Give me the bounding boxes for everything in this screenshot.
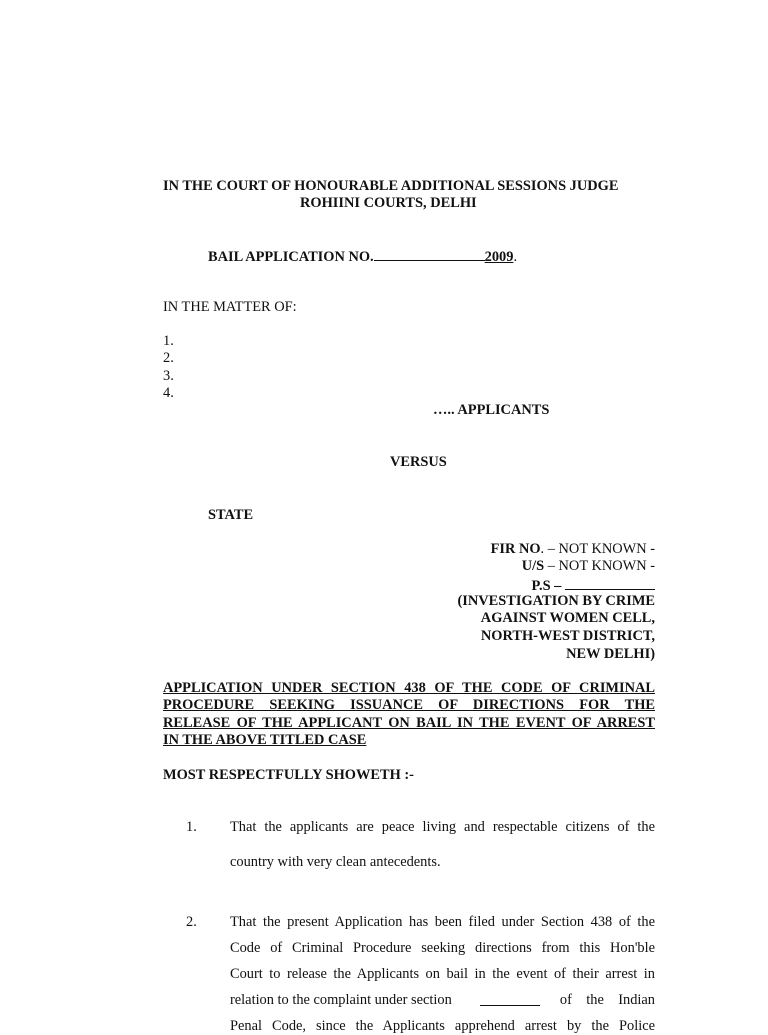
investigation-line-1: (INVESTIGATION BY CRIME (457, 593, 655, 609)
respondent-state: STATE (208, 507, 254, 523)
application-title-line-1: APPLICATION UNDER SECTION 438 OF THE CODE OF CRIMINAL (163, 680, 655, 696)
paragraph-2-line-4a: relation to the complaint under section (230, 992, 452, 1008)
ps-blank (565, 576, 655, 590)
application-title-line-4: IN THE ABOVE TITLED CASE (163, 732, 367, 748)
versus-label: VERSUS (390, 454, 447, 470)
under-section (522, 558, 655, 575)
paragraph-2-line-2: Code of Criminal Procedure seeking directions from this Hon'ble (230, 940, 655, 956)
court-heading-line2: ROHIINI COURTS, DELHI (300, 195, 477, 211)
matter-item-1: 1. (163, 333, 174, 349)
section-blank (480, 992, 540, 1011)
bail-period: . (513, 249, 518, 265)
ps-label: P.S – (531, 578, 562, 594)
paragraph-1-line-2: country with very clean antecedents. (230, 854, 441, 870)
fir-label: FIR NO (490, 541, 541, 557)
bail-year: 2009 (484, 249, 514, 265)
paragraph-2-number: 2. (186, 914, 197, 930)
bail-application-number (208, 247, 517, 266)
paragraph-2-line-5: Penal Code, since the Applicants apprehend arrest by the Police (230, 1018, 655, 1034)
investigation-line-4: NEW DELHI) (566, 646, 655, 662)
us-value: – NOT KNOWN - (544, 558, 655, 574)
matter-item-2: 2. (163, 350, 174, 366)
paragraph-2-line-1: That the present Application has been filed under Section 438 of the (230, 914, 655, 930)
showeth-heading: MOST RESPECTFULLY SHOWETH :- (163, 767, 414, 783)
applicants-label: ….. APPLICANTS (433, 402, 550, 418)
matter-item-4: 4. (163, 385, 174, 401)
fir-number (491, 541, 655, 558)
paragraph-1-line-1: That the applicants are peace living and respectable citizens of the (230, 819, 655, 835)
us-label: U/S (521, 558, 545, 574)
paragraph-1-number: 1. (186, 819, 197, 835)
application-title-line-3: RELEASE OF THE APPLICANT ON BAIL IN THE EVENT OF ARREST (163, 715, 655, 731)
investigation-line-3: NORTH-WEST DISTRICT, (480, 628, 655, 644)
court-heading-line1: IN THE COURT OF HONOURABLE ADDITIONAL SESSIONS JUDGE (163, 178, 619, 194)
paragraph-2-line-4b: of the Indian (559, 992, 655, 1008)
matter-item-3: 3. (163, 368, 174, 384)
paragraph-2-line-3: Court to release the Applicants on bail in the event of their arrest in (230, 966, 655, 982)
bail-label: BAIL APPLICATION NO. (208, 249, 374, 265)
investigation-line-2: AGAINST WOMEN CELL, (480, 610, 655, 626)
fir-value: . – NOT KNOWN - (540, 541, 655, 557)
matter-heading: IN THE MATTER OF: (163, 299, 297, 315)
bail-number-blank (374, 247, 485, 261)
application-title-line-2: PROCEDURE SEEKING ISSUANCE OF DIRECTIONS FOR THE (163, 697, 655, 713)
